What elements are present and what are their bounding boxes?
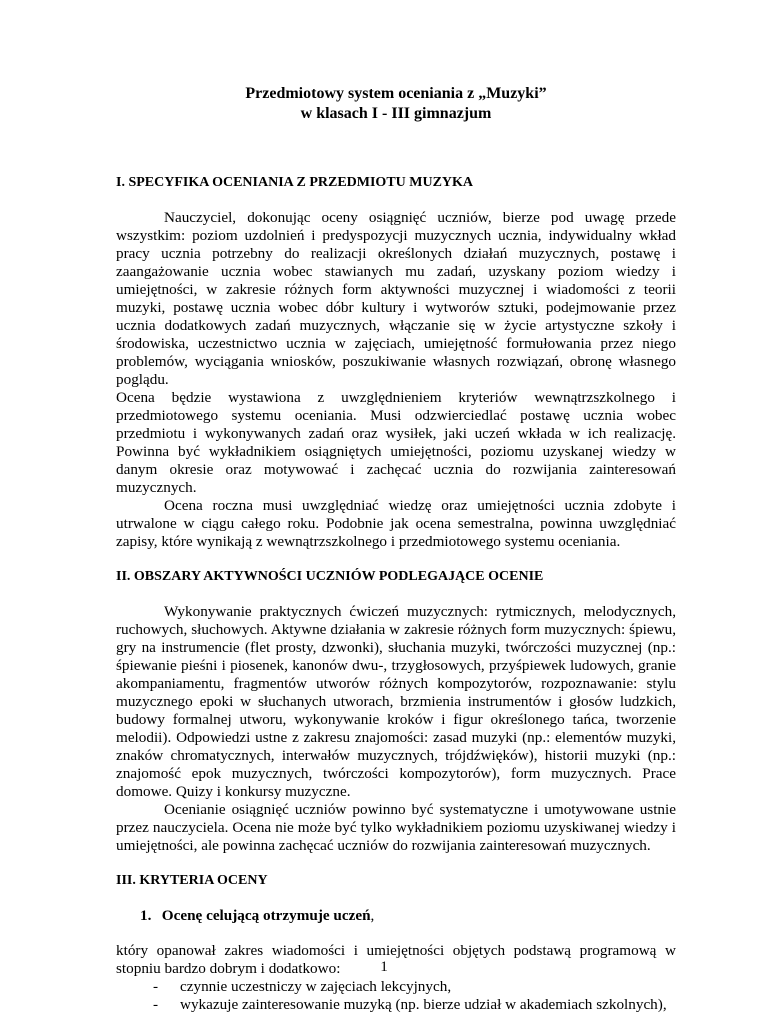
document-page: [116, 84, 676, 1014]
list-item-text: wykazuje zainteresowanie muzyką (np. bierze udział w akademiach szkolnych),: [180, 996, 667, 1013]
criteria-item-1-title: Ocenę celującą otrzymuje uczeń: [161, 907, 371, 924]
document-title-line2: w klasach I - III gimnazjum: [300, 105, 492, 122]
document-title-line1: Przedmiotowy system oceniania z „Muzyki”: [245, 85, 547, 102]
section3-paragraph-1: który opanował zakres wiadomości i umiejętności objętych podstawą programową w stopniu bardzo dobrym i dodatkowo:: [116, 942, 676, 977]
list-dash: -: [153, 978, 159, 995]
list-item-text: czynnie uczestniczy w zajęciach lekcyjnych,: [180, 978, 452, 995]
section3-heading: III. KRYTERIA OCENY: [116, 873, 268, 888]
section2-heading: II. OBSZARY AKTYWNOŚCI UCZNIÓW PODLEGAJĄCE OCENIE: [116, 569, 544, 584]
page-number: 1: [380, 958, 388, 975]
criteria-item-1: [116, 907, 676, 925]
section2-paragraph-2: Ocenianie osiągnięć uczniów powinno być systematyczne i umotywowane ustnie przez nauczyciela. Ocena nie może być tylko wykładnikiem poziomu uzyskiwanej wiedzy i umiejętności, ale powinna zachęcać uczniów do rozwijania zainteresowań muzycznych.: [116, 801, 676, 854]
list-dash: -: [153, 996, 159, 1013]
criteria-list: [116, 978, 676, 1014]
section2-paragraph-1: Wykonywanie praktycznych ćwiczeń muzycznych: rytmicznych, melodycznych, ruchowych, słuchowych. Aktywne działania w zakresie różnych form muzycznych: śpiewu, gry na instrumencie (flet prosty, dzwonki), słuchania muzyki, twórczości muzycznej (np.: śpiewanie pieśni i piosenek, kanonów dwu-, trzygłosowych, przyśpiewek ludowych, granie akompaniamentu, fragmentów utworów różnych kompozytorów, rozpoznawanie: stylu muzycznego epoki w słuchanych utworach, brzmienia instrumentów i głosów ludzkich, budowy formalnej utworu, wykonywanie kroków i figur określonego tańca, tworzenie melodii). Odpowiedzi ustne z zakresu znajomości: zasad muzyki (np.: elementów muzyki, znaków chromatycznych, interwałów muzycznych, trójdźwięków), historii muzyki (np.: znajomość epok muzycznych, twórczości kompozytorów), form muzycznych. Prace domowe. Quizy i konkursy muzyczne.: [116, 603, 676, 800]
section1-paragraph-3: Ocena roczna musi uwzględniać wiedzę oraz umiejętności ucznia zdobyte i utrwalone w ciągu całego roku. Podobnie jak ocena semestralna, powinna uwzględniać zapisy, które wynikają z wewnątrzszkolnego i przedmiotowego systemu oceniania.: [116, 497, 676, 550]
criteria-item-1-number: 1.: [140, 907, 152, 924]
section1-paragraph-2: Ocena będzie wystawiona z uwzględnieniem kryteriów wewnątrzszkolnego i przedmiotowego systemu oceniania. Musi odzwierciedlać postawę ucznia wobec przedmiotu i wykonywanych zadań oraz wysiłek, jaki uczeń wkłada w ich realizację. Powinna być wykładnikiem osiągniętych umiejętności, poziomu uzyskanej wiedzy w danym okresie oraz motywować i zachęcać ucznia do rozwijania zainteresowań muzycznych.: [116, 389, 676, 496]
criteria-item-1-comma: ,: [370, 907, 375, 924]
section1-heading: I. SPECYFIKA OCENIANIA Z PRZEDMIOTU MUZYKA: [116, 175, 474, 190]
list-item: [116, 996, 676, 1014]
section1-paragraph-1: Nauczyciel, dokonując oceny osiągnięć uczniów, bierze pod uwagę przede wszystkim: poziom uzdolnień i predyspozycji muzycznych ucznia, indywidualny wkład pracy ucznia potrzebny do realizacji określonych działań muzycznych, postawę i zaangażowanie ucznia wobec stawianych mu zadań, uzyskany poziom wiedzy i umiejętności, w zakresie różnych form aktywności muzycznej i wiadomości z teorii muzyki, postawę ucznia wobec dóbr kultury i wytworów sztuki, podejmowanie przez ucznia dodatkowych zadań muzycznych, włączanie się w życie artystyczne szkoły i środowiska, uczestnictwo ucznia w zajęciach, umiejętność formułowania przez niego problemów, wyciągania wniosków, poszukiwanie własnych rozwiązań, obronę własnego poglądu.: [116, 209, 676, 388]
list-item: [116, 978, 676, 996]
